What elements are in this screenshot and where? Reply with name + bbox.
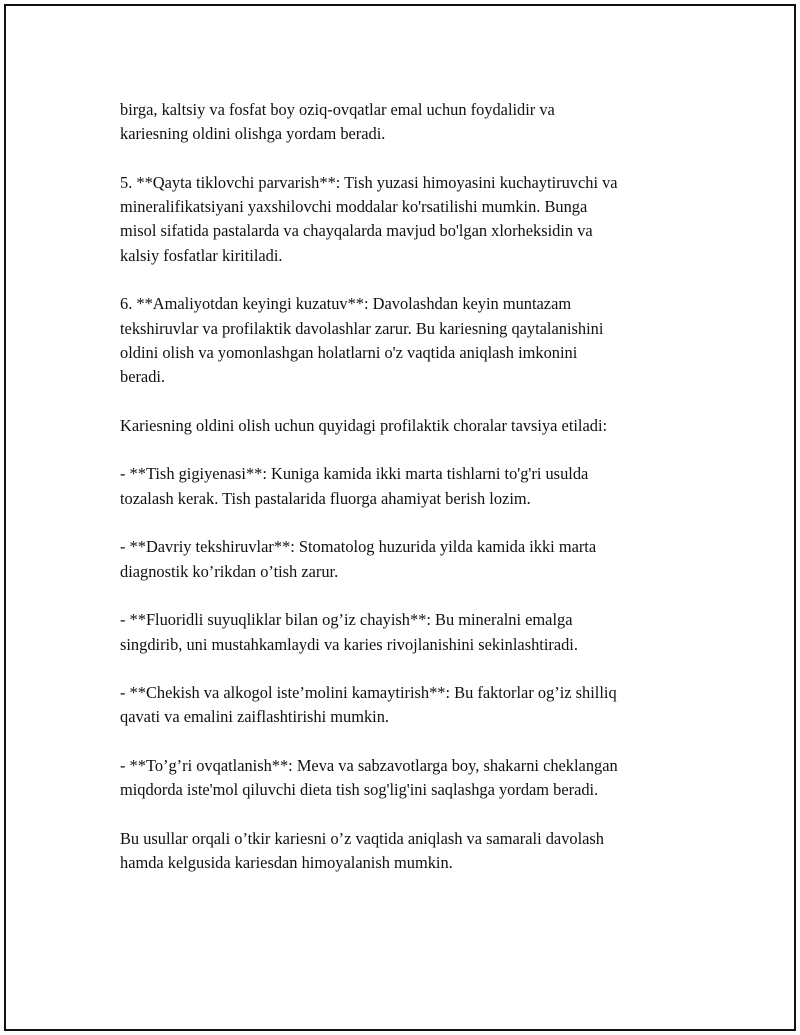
paragraph-item-6: 6. **Amaliyotdan keyingi kuzatuv**: Davolashdan keyin muntazam tekshiruvlar va profilaktik davolashlar zarur. Bu kariesning qaytalanishini oldini olish va yomonlashgan holatlarni o'z vaqtida aniqlash imkonini beradi. <box>120 294 604 387</box>
paragraph-item-5: 5. **Qayta tiklovchi parvarish**: Tish yuzasi himoyasini kuchaytiruvchi va mineralifikatsiyani yaxshilovchi moddalar ko'rsatilishi mumkin. Bunga misol sifatida pastalarda va chayqalarda mavjud bo'lgan xlorheksidin va kalsiy fosfatlar kiritiladi. <box>120 172 618 265</box>
bullet-periodic-checkups: - **Davriy tekshiruvlar**: Stomatolog huzurida yilda kamida ikki marta diagnostik ko’rikdan o’tish zarur. <box>120 537 597 581</box>
page-frame <box>4 4 796 1031</box>
paragraph-intro-prevention: Kariesning oldini olish uchun quyidagi profilaktik choralar tavsiya etiladi: <box>120 415 608 435</box>
paragraph-continuation: birga, kaltsiy va fosfat boy oziq-ovqatlar emal uchun foydalidir va kariesning oldini olishga yordam beradi. <box>120 100 555 144</box>
bullet-nutrition: - **To’g’ri ovqatlanish**: Meva va sabzavotlarga boy, shakarni cheklangan miqdorda iste'mol qiluvchi dieta tish sog'lig'ini saqlashga yordam beradi. <box>120 756 618 800</box>
bullet-tooth-hygiene: - **Tish gigiyenasi**: Kuniga kamida ikki marta tishlarni to'g'ri usulda tozalash kerak. Tish pastalarida fluorga ahamiyat berish lozim. <box>120 464 589 508</box>
bullet-smoking-alcohol: - **Chekish va alkogol iste’molini kamaytirish**: Bu faktorlar og’iz shilliq qavati va emalini zaiflashtirishi mumkin. <box>120 683 617 727</box>
document-body <box>120 98 700 900</box>
bullet-fluoride-rinse: - **Fluoridli suyuqliklar bilan og’iz chayish**: Bu mineralni emalga singdirib, uni mustahkamlaydi va karies rivojlanishini sekinlashtiradi. <box>120 610 578 654</box>
paragraph-conclusion: Bu usullar orqali o’tkir kariesni o’z vaqtida aniqlash va samarali davolash hamda kelgusida kariesdan himoyalanish mumkin. <box>120 828 604 873</box>
